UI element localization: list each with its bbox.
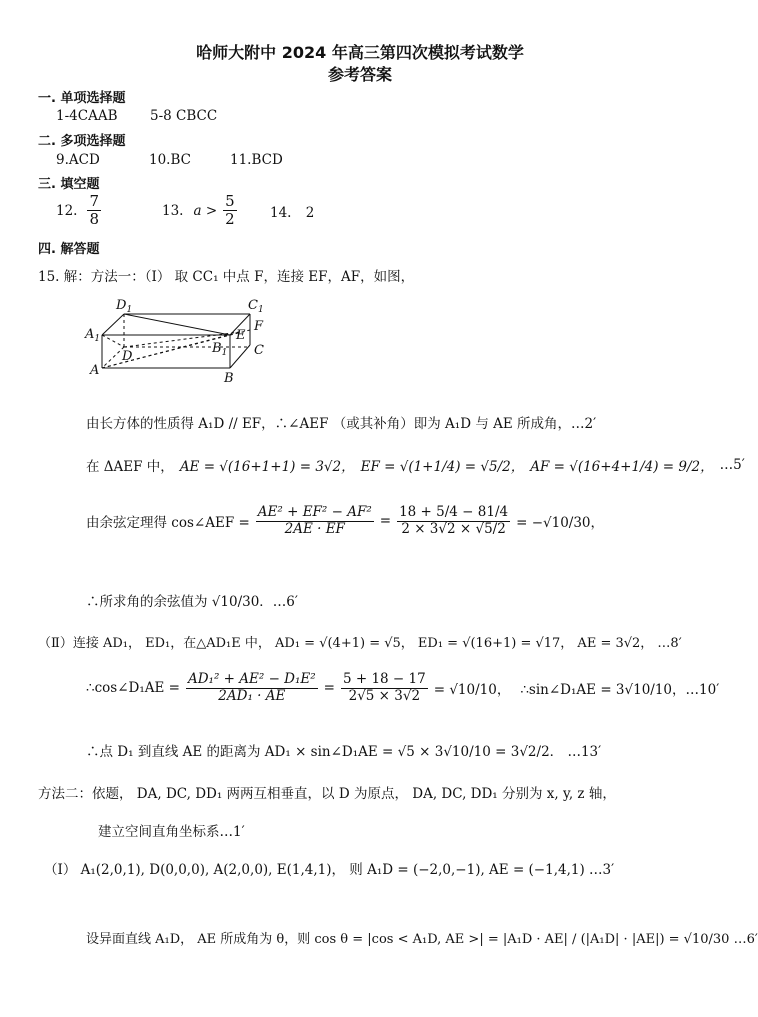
label-b: B [224,371,234,386]
answer-fill-12-num: 7 [89,192,100,210]
q15-line1: 由长方体的性质得 A₁D // EF，∴∠AEF （或其补角）即为 A₁D 与 AE 所成角，…2′ [86,416,597,432]
q15-part2-line2: ∴cos∠D₁AE = $\frac{\text{AD₁² + AE² − D₁E²}}{\text{2AD₁ · AE}}$ = $\frac{5 + 18 - 17}{2√5 \times 3√2}$ = √10/10， ∴sin∠D₁AE = 3√10/10，…10′ [86,671,720,704]
label-a1: $A_1$ [85,327,101,344]
label-c1: $C_1$ [248,298,264,315]
q15-line3: 由余弦定理得 cos∠AEF = $\frac{\text{AE² + EF² − AF²}}{2AE \cdot EF}$ = $\frac{18 + 5/4 - 81/4}{2 \times 3√2 \times √5/2}$ = −√10/30， [86,504,605,537]
q15-part2-line2-sin: ∴sin∠D₁AE = 3√10/10，…10′ [520,682,720,699]
q15-part2-line1: （Ⅱ）连接 AD₁， ED₁，在△AD₁E 中， AD₁ = √(4+1) = √5， ED₁ = √(16+1) = √17， AE = 3√2， …8′ [38,636,682,651]
answer-multi-11: 11.BCD [230,152,283,168]
answer-fill-13-num: 5 [225,192,235,210]
q15-method2-line3: （Ⅰ） A₁(2,0,1), D(0,0,0), A(2,0,0), E(1,4,1)， 则 A₁D = (−2,0,−1), AE = (−1,4,1) …3′ [44,862,615,878]
q15-line3-prefix: 由余弦定理得 cos∠AEF = [86,515,250,532]
cuboid-figure [80,292,280,392]
answer-fill-14-label: 14. [270,205,292,221]
answer-fill-14 [270,205,314,221]
answer-fill-13-den: 2 [225,210,235,229]
section-fill-blank: 三. 填空题 [38,177,100,192]
answer-fill-13 [162,193,239,229]
q15-part2-frac1-num: AD₁² + AE² − D₁E² [187,671,316,687]
answer-fill-12-label: 12. [56,202,78,219]
q15-method2-line1: 方法二：依题， DA, DC, DD₁ 两两互相垂直，以 D 为原点， DA, DC, DD₁ 分别为 x, y, z 轴， [38,786,616,802]
answer-fill-12-den: 8 [89,210,100,229]
q15-part2-frac2-den: 2√5 × 3√2 [348,687,421,704]
q15-line3-frac2-num: 18 + 5/4 − 81/4 [399,504,509,520]
label-d: D [122,349,133,364]
q15-line3-frac2-den: 2 × 3√2 × √5/2 [401,520,506,537]
q15-part2-line3: ∴点 D₁ 到直线 AE 的距离为 AD₁ × sin∠D₁AE = √5 × 3√10/10 = 3√2/2． …13′ [86,744,602,760]
answer-single-1-4: 1-4CAAB [56,108,118,124]
answer-fill-13-expr: a > [193,202,218,219]
section-solutions: 四. 解答题 [38,242,100,257]
answer-fill-13-label: 13. [162,202,184,219]
label-f: F [254,319,264,334]
q15-line3-frac1-den: 2AE · EF [284,520,345,537]
q15-part2-frac1-den: 2AD₁ · AE [218,687,286,704]
q15-part2-frac2-num: 5 + 18 − 17 [342,671,426,687]
q15-line2-af: AF = √(16+4+1/4) = 9/2， [530,459,714,475]
q15-method2-line4: 设异面直线 A₁D， AE 所成角为 θ，则 cos θ = |cos < A₁D, AE >| = |A₁D · AE| / (|A₁D| · |AE|) = √10/30 …6′ [86,932,758,947]
q15-part2-line2-prefix: ∴cos∠D₁AE = [86,680,180,697]
q15-line2-ae: AE = √(16+1+1) = 3√2， [179,459,355,475]
label-a: A [90,363,100,378]
q15-part2-line2-result: = √10/10， [433,682,511,699]
q15-line3-result: = −√10/30， [516,515,605,532]
answer-multi-9: 9.ACD [56,152,100,168]
section-single-choice: 一. 单项选择题 [38,91,126,106]
q15-line2 [86,455,745,475]
q15-line2-ef: EF = √(1+1/4) = √5/2， [360,459,525,475]
q15-line4: ∴所求角的余弦值为 √10/30．…6′ [86,594,298,610]
document-title: 哈师大附中 2024 年高三第四次模拟考试数学 [196,43,524,62]
answer-single-5-8: 5-8 CBCC [150,108,218,124]
section-multi-choice: 二. 多项选择题 [38,134,126,149]
q15-line3-frac1-num: AE² + EF² − AF² [257,504,372,520]
answer-fill-12 [56,193,103,229]
q15-method2-line2: 建立空间直角坐标系…1′ [98,824,245,840]
document-subtitle: 参考答案 [327,65,392,84]
q15-intro: 15. 解：方法一：（Ⅰ） 取 CC₁ 中点 F，连接 EF，AF，如图， [38,269,415,285]
q15-line2-prefix: 在 ΔAEF 中， [86,459,174,475]
label-d1: $D_1$ [116,298,133,315]
label-c: C [254,343,264,358]
q15-line2-score: …5′ [719,457,745,473]
answer-multi-10: 10.BC [149,152,191,168]
label-b1: $B_1$ [212,341,228,358]
answer-fill-14-value: 2 [305,205,315,221]
label-e: E [236,328,246,343]
